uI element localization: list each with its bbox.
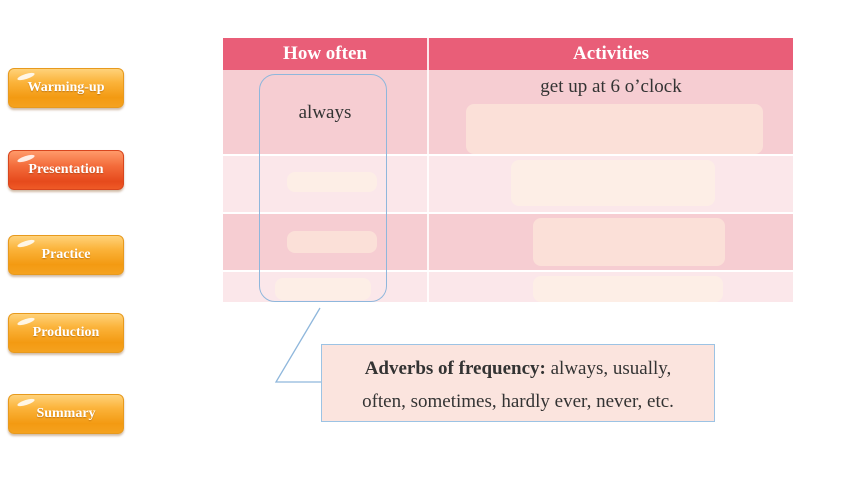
table-header (223, 38, 793, 70)
callout-line1: always, usually, (545, 358, 672, 379)
nav-production-button[interactable] (8, 313, 124, 353)
nav-presentation-label: Presentation (28, 162, 104, 177)
nav-warming-up-button[interactable] (8, 68, 124, 108)
highlight-outline (259, 74, 387, 302)
adverbs-callout (321, 344, 715, 422)
activity-blank[interactable] (533, 218, 725, 266)
nav-summary-label: Summary (36, 406, 96, 421)
activity-blank[interactable] (466, 104, 763, 154)
cell-activity: get up at 6 o’clock (540, 76, 682, 97)
header-activities: Activities (573, 43, 649, 64)
nav-summary-button[interactable] (8, 394, 124, 434)
nav-presentation-button[interactable] (8, 150, 124, 190)
nav-practice-button[interactable] (8, 235, 124, 275)
nav-production-label: Production (32, 325, 100, 340)
activity-blank[interactable] (511, 160, 715, 206)
nav-practice-label: Practice (41, 247, 91, 262)
callout-line2: often, sometimes, hardly ever, never, etc. (362, 391, 674, 412)
cell-how-often: always (298, 102, 352, 123)
header-how-often: How often (283, 43, 367, 64)
callout-title: Adverbs of frequency: (364, 358, 546, 379)
activity-blank[interactable] (533, 276, 723, 302)
nav-warming-up-label: Warming-up (27, 80, 105, 95)
